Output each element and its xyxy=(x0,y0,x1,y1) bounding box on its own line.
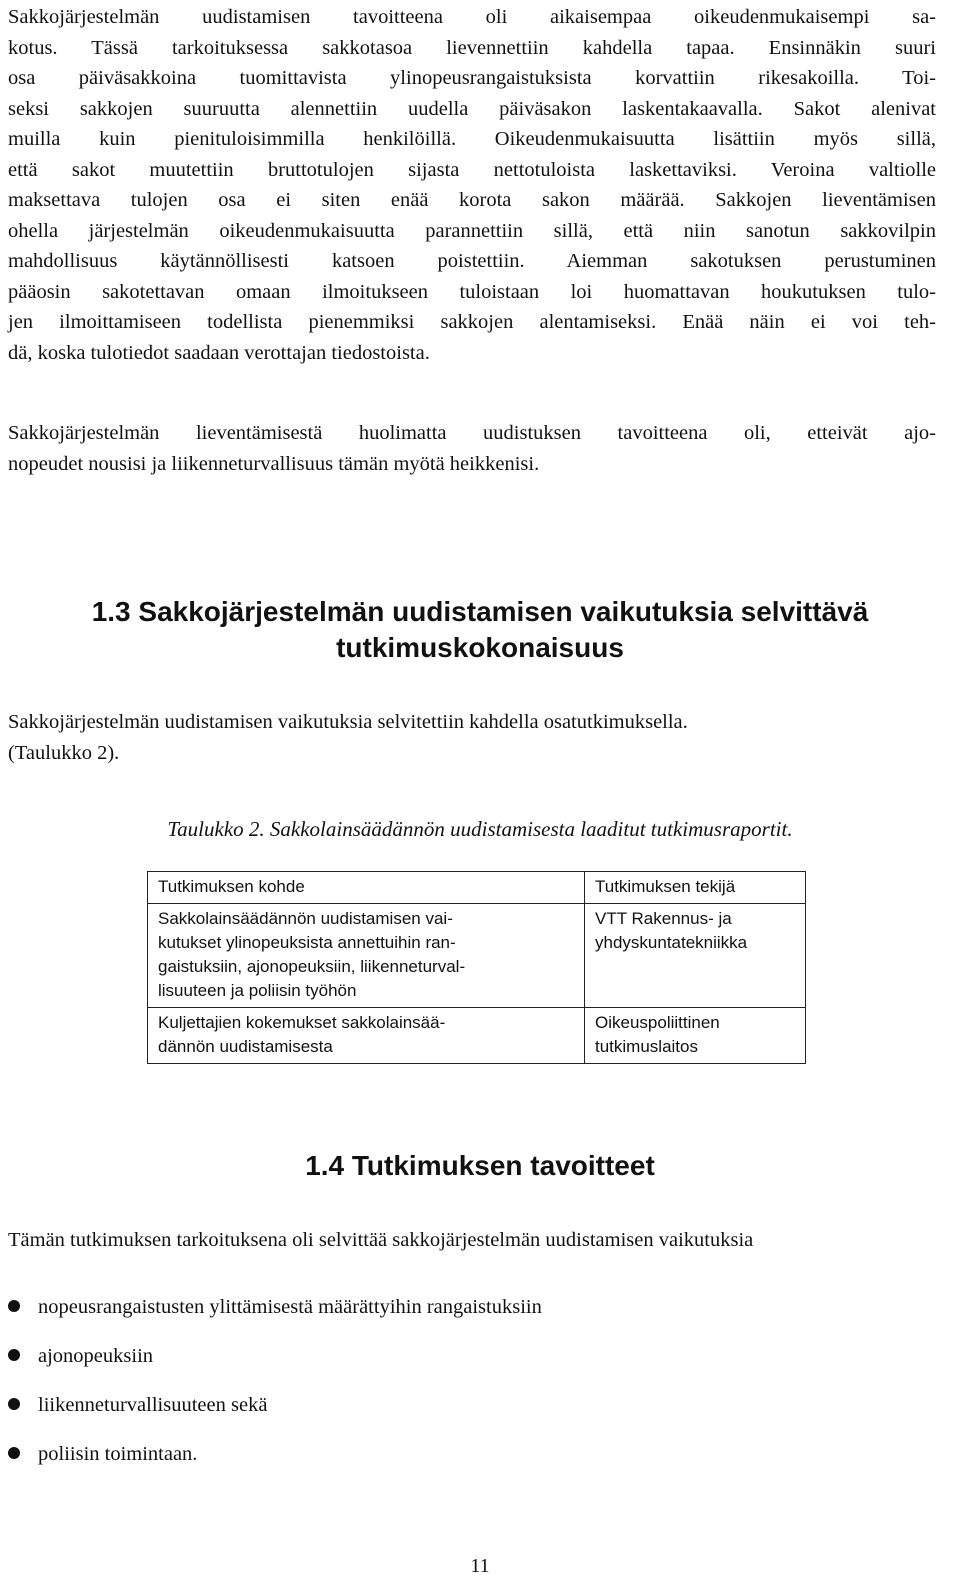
text-line: Sakkojärjestelmän uudistamisen vaikutuksia selvitettiin kahdella osatutkimuksella. xyxy=(8,711,688,733)
table-cell-subject xyxy=(148,904,585,1008)
cell-line: dännön uudistamisesta xyxy=(158,1037,333,1056)
list-item-text: liikenneturvallisuuteen sekä xyxy=(38,1394,268,1416)
cell-line: Sakkolainsäädännön uudistamisen vai- xyxy=(158,909,453,928)
bullet-icon xyxy=(8,1447,20,1459)
section-heading-1-3 xyxy=(0,594,960,666)
table-cell-author xyxy=(585,904,806,1008)
text-line: kotus. Tässä tarkoituksessa sakkotasoa lievennettiin kahdella tapaa. Ensinnäkin suuri xyxy=(8,36,936,59)
table-caption: Taulukko 2. Sakkolainsäädännön uudistamisesta laaditut tutkimusraportit. xyxy=(167,817,793,841)
bullet-icon xyxy=(8,1398,20,1410)
list-item xyxy=(8,1295,542,1344)
table-cell-subject xyxy=(148,1008,585,1064)
cell-line: kutukset ylinopeuksista annettuihin ran- xyxy=(158,933,456,952)
list-item-text: nopeusrangaistusten ylittämisestä määrättyihin rangaistuksiin xyxy=(38,1296,542,1318)
text-line: Tämän tutkimuksen tarkoituksena oli selvittää sakkojärjestelmän uudistamisen vaikutuksia xyxy=(8,1229,754,1251)
paragraph-fine-system-goals xyxy=(8,2,936,368)
heading-line: 1.3 Sakkojärjestelmän uudistamisen vaikutuksia selvittävä xyxy=(91,596,869,627)
paragraph-section-1-4-intro xyxy=(8,1225,936,1256)
list-item xyxy=(8,1344,542,1393)
cell-line: Oikeuspoliittinen xyxy=(595,1013,720,1032)
list-item xyxy=(8,1393,542,1442)
text-line: osa päiväsakkoina tuomittavista ylinopeusrangaistuksista korvattiin rikesakoilla. Toi- xyxy=(8,67,936,89)
bullet-icon xyxy=(8,1300,20,1312)
table-row xyxy=(148,904,806,1008)
text-line: nopeudet nousisi ja liikenneturvallisuus tämän myötä heikkenisi. xyxy=(8,452,540,475)
text-line: ohella järjestelmän oikeudenmukaisuutta parannettiin sillä, että niin sanotun sakkovilpin xyxy=(8,219,936,242)
list-item-text: ajonopeuksiin xyxy=(38,1345,154,1367)
research-reports-table xyxy=(147,871,806,1064)
bullet-icon xyxy=(8,1349,20,1361)
text-line: muilla kuin pienituloisimmilla henkilöillä. Oikeudenmukaisuutta lisättiin myös sillä, xyxy=(8,128,936,150)
cell-line: lisuuteen ja poliisin työhön xyxy=(158,981,357,1000)
header-cell-subject: Tutkimuksen kohde xyxy=(148,872,585,904)
text-line: Sakkojärjestelmän lieventämisestä huolimatta uudistuksen tavoitteena oli, etteivät ajo- xyxy=(8,422,936,444)
text-line: mahdollisuus käytännöllisesti katsoen poistettiin. Aiemman sakotuksen perustuminen xyxy=(8,250,936,272)
page-number: 11 xyxy=(470,1555,490,1577)
table-cell-author xyxy=(585,1008,806,1064)
list-item-text: poliisin toimintaan. xyxy=(38,1443,198,1465)
objectives-bullet-list xyxy=(8,1295,542,1491)
cell-line: tutkimuslaitos xyxy=(595,1037,698,1056)
cell-line: Kuljettajien kokemukset sakkolainsää- xyxy=(158,1013,446,1032)
text-line: pääosin sakotettavan omaan ilmoitukseen tuloistaan loi huomattavan houkutuksen tulo- xyxy=(8,280,936,303)
section-heading-1-4: 1.4 Tutkimuksen tavoitteet xyxy=(305,1150,655,1181)
paragraph-reform-safety-goal xyxy=(8,418,936,479)
paragraph-section-1-3-intro xyxy=(8,707,936,768)
text-line: jen ilmoittamiseen todellista pienemmiksi sakkojen alentamiseksi. Enää näin ei voi teh- xyxy=(8,311,936,333)
text-line: (Taulukko 2). xyxy=(8,741,120,764)
cell-line: yhdyskuntatekniikka xyxy=(595,933,748,952)
cell-line: VTT Rakennus- ja xyxy=(595,909,732,928)
text-line: dä, koska tulotiedot saadaan verottajan tiedostoista. xyxy=(8,341,430,364)
text-line: että sakot muutettiin bruttotulojen sijasta nettotuloista laskettaviksi. Veroina valtiolle xyxy=(8,158,936,181)
table-header-row xyxy=(148,872,806,904)
text-line: maksettava tulojen osa ei siten enää korota sakon määrää. Sakkojen lieventämisen xyxy=(8,189,936,211)
text-line: Sakkojärjestelmän uudistamisen tavoitteena oli aikaisempaa oikeudenmukaisempi sa- xyxy=(8,6,936,28)
table-row xyxy=(148,1008,806,1064)
list-item xyxy=(8,1442,542,1491)
text-line: seksi sakkojen suuruutta alennettiin uudella päiväsakon laskentakaavalla. Sakot alenivat xyxy=(8,97,936,120)
header-cell-author: Tutkimuksen tekijä xyxy=(585,872,806,904)
heading-line: tutkimuskokonaisuus xyxy=(336,632,624,663)
cell-line: gaistuksiin, ajonopeuksiin, liikenneturval- xyxy=(158,957,466,976)
